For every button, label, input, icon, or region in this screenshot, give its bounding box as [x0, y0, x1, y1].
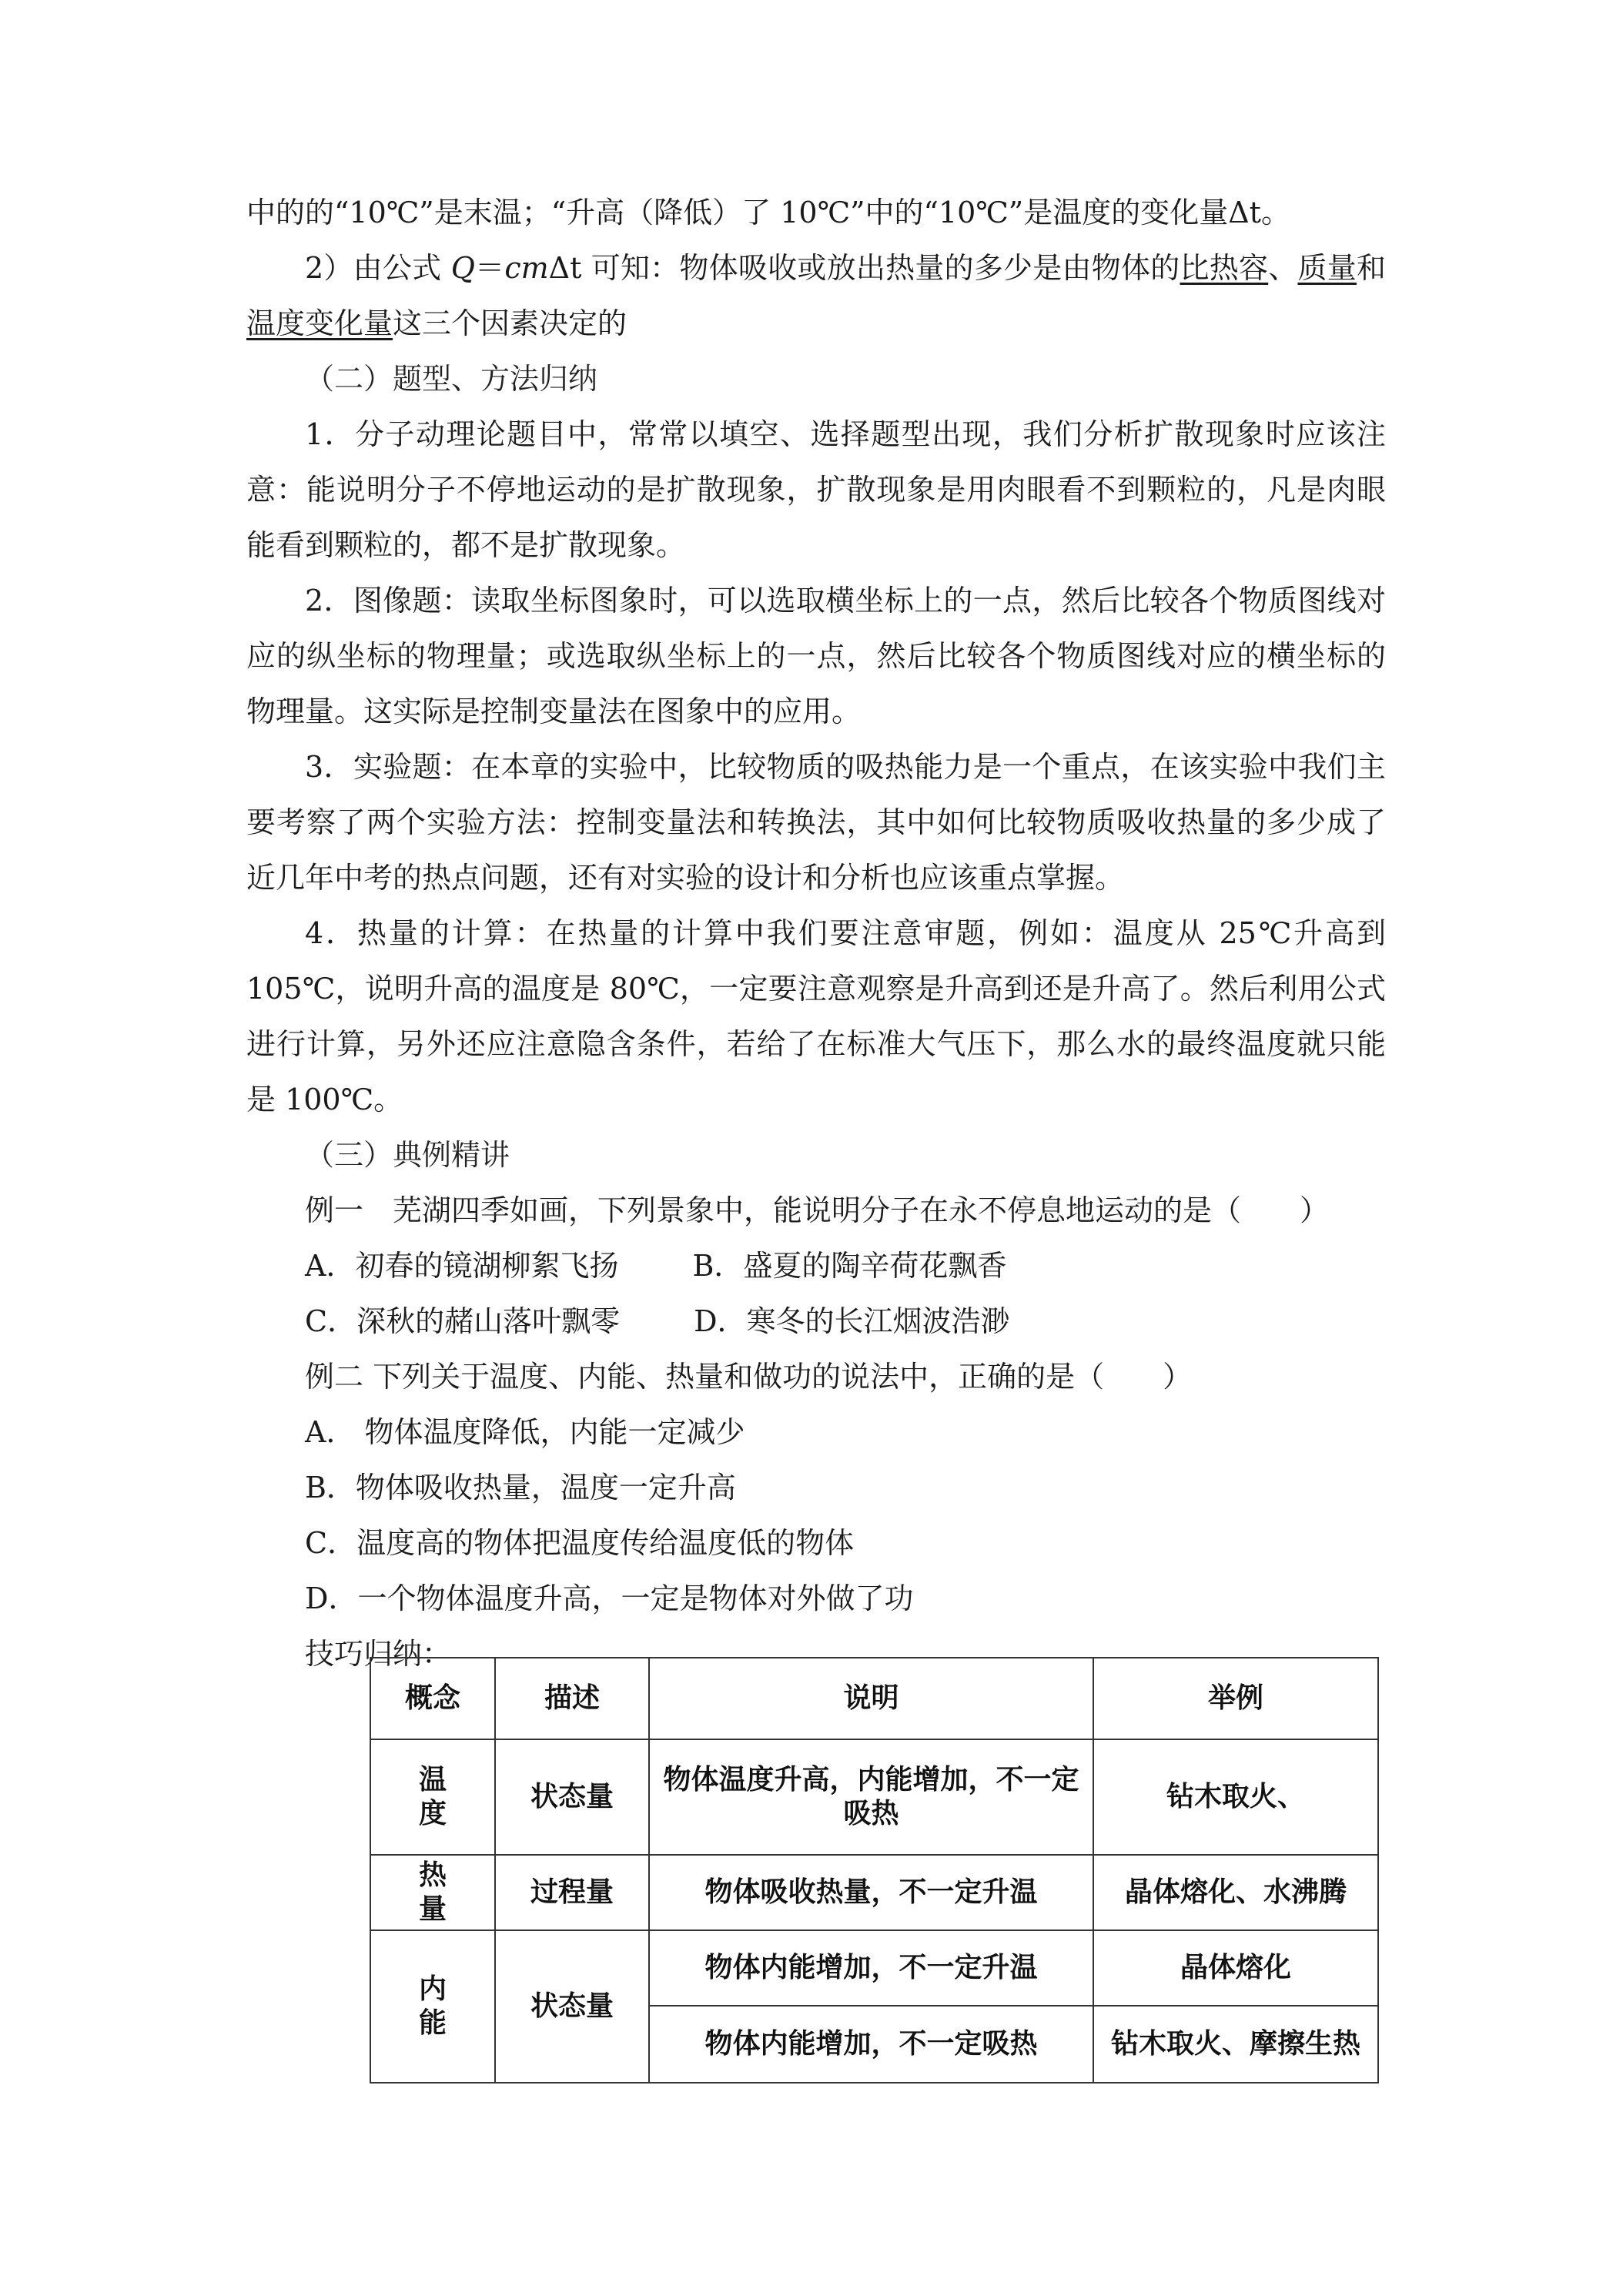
table-row	[370, 1930, 1378, 2006]
table-header-cell: 说明	[649, 1658, 1093, 1739]
table-cell-note: 物体吸收热量，不一定升温	[649, 1855, 1093, 1930]
example-2-option-b: B．物体吸收热量，温度一定升高	[305, 1471, 736, 1504]
table-row	[370, 1739, 1378, 1855]
formula-intro: 2）由公式	[305, 251, 451, 285]
method-item-1: 1．分子动理论题目中，常常以填空、选择题型出现，我们分析扩散现象时应该注意：能说明分子不停地运动的是扩散现象，扩散现象是用肉眼看不到颗粒的，凡是肉眼能看到颗粒的，都不是扩散现象。	[246, 417, 1386, 562]
table-row	[370, 1855, 1378, 1930]
option-c: C．深秋的赭山落叶飘零	[305, 1304, 621, 1338]
table-header-cell: 举例	[1093, 1658, 1378, 1739]
table-cell-example: 晶体熔化、水沸腾	[1093, 1855, 1378, 1930]
table-header-cell: 描述	[495, 1658, 649, 1739]
separator: 和	[1356, 251, 1386, 285]
table-cell-concept: 内能	[370, 1930, 495, 2083]
option-a: A．初春的镜湖柳絮飞扬	[305, 1249, 619, 1283]
table-cell-note: 物体温度升高，内能增加，不一定吸热	[649, 1739, 1093, 1855]
option-d: D．寒冬的长江烟波浩渺	[694, 1304, 1010, 1338]
table-cell-concept: 热量	[370, 1855, 495, 1930]
example-2-option-c: C．温度高的物体把温度传给温度低的物体	[305, 1526, 855, 1560]
table-cell-note: 物体内能增加，不一定吸热	[649, 2006, 1093, 2083]
table-cell-desc: 状态量	[495, 1739, 649, 1855]
table-cell-example: 钻木取火、摩擦生热	[1093, 2006, 1378, 2083]
formula-conclusion: 这三个因素决定的	[393, 306, 627, 340]
table-cell-example: 晶体熔化	[1093, 1930, 1378, 2006]
formula-cm: cm	[504, 251, 549, 285]
formula-delta-t: Δt	[548, 251, 582, 285]
term-specific-heat: 比热容	[1180, 251, 1269, 285]
concept-summary-table	[370, 1657, 1379, 2083]
table-header-row	[370, 1658, 1378, 1739]
term-mass: 质量	[1297, 251, 1357, 285]
separator: 、	[1268, 251, 1298, 285]
example-1-options-cd	[305, 1294, 1386, 1349]
method-item-4: 4．热量的计算：在热量的计算中我们要注意审题，例如：温度从 25℃升高到 105℃，说明升高的温度是 80℃，一定要注意观察是升高到还是升高了。然后利用公式进行计算，另外还应注意隐含条件，若给了在标准大气压下，那么水的最终温度就只能是 100℃。	[246, 916, 1386, 1116]
paragraph-temperature-change: 中的的“10℃”是末温；“升高（降低）了 10℃”中的“10℃”是温度的变化量Δt。	[246, 196, 1290, 229]
method-item-3: 3．实验题：在本章的实验中，比较物质的吸热能力是一个重点，在该实验中我们主要考察了两个实验方法：控制变量法和转换法，其中如何比较物质吸收热量的多少成了近几年中考的热点问题，还有对实验的设计和分析也应该重点掌握。	[246, 750, 1386, 895]
tip-label: 技巧归纳：	[305, 1637, 452, 1671]
formula-q: Q	[450, 251, 475, 285]
table-cell-example: 钻木取火、	[1093, 1739, 1378, 1855]
example-2-option-a: A． 物体温度降低，内能一定减少	[305, 1415, 745, 1449]
method-item-2: 2．图像题：读取坐标图象时，可以选取横坐标上的一点，然后比较各个物质图线对应的纵坐标的物理量；或选取纵坐标上的一点，然后比较各个物质图线对应的横坐标的物理量。这实际是控制变量法在图象中的应用。	[246, 584, 1386, 728]
formula-explanation: 可知：物体吸收或放出热量的多少是由物体的	[581, 251, 1180, 285]
example-2-question: 例二 下列关于温度、内能、热量和做功的说法中，正确的是（ ）	[305, 1360, 1193, 1394]
section-heading-methods: （二）题型、方法归纳	[305, 362, 598, 396]
term-temperature-change: 温度变化量	[246, 306, 393, 340]
table-cell-desc: 状态量	[495, 1930, 649, 2083]
table-cell-note: 物体内能增加，不一定升温	[649, 1930, 1093, 2006]
table-header-cell: 概念	[370, 1658, 495, 1739]
section-heading-examples: （三）典例精讲	[305, 1138, 510, 1172]
table-cell-desc: 过程量	[495, 1855, 649, 1930]
paragraph-heat-formula	[246, 240, 1386, 351]
example-1-question: 例一 芜湖四季如画，下列景象中，能说明分子在永不停息地运动的是（ ）	[305, 1193, 1330, 1227]
option-b: B．盛夏的陶辛荷花飘香	[692, 1249, 1007, 1283]
example-1-options-ab	[305, 1238, 1386, 1294]
example-2-option-d: D．一个物体温度升高，一定是物体对外做了功	[305, 1581, 914, 1615]
formula-equals: ＝	[474, 251, 505, 285]
document-page	[246, 185, 1386, 1682]
table-cell-concept: 温度	[370, 1739, 495, 1855]
